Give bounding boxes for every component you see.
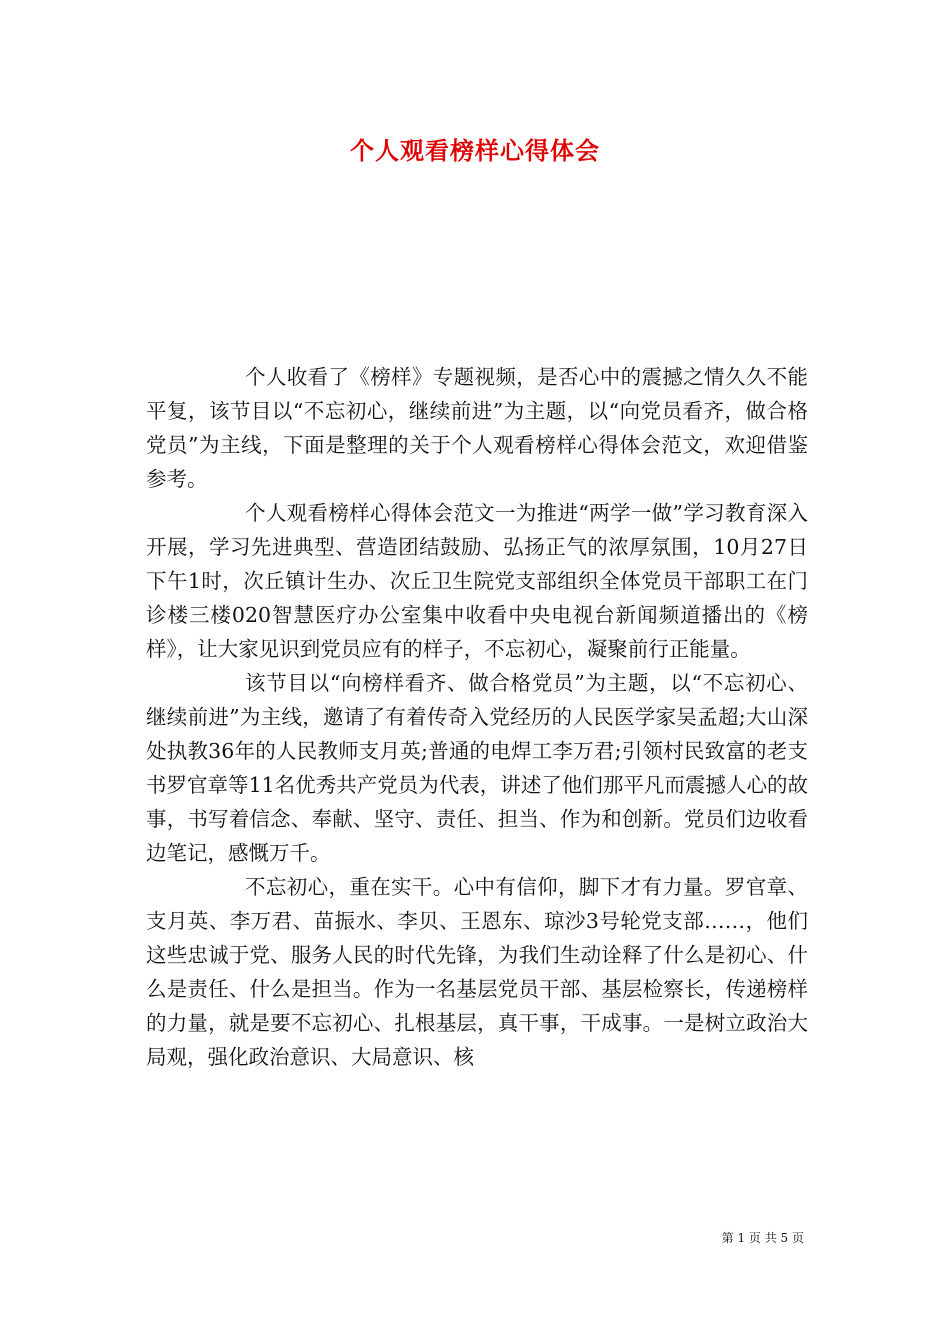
document-title: 个人观看榜样心得体会 <box>350 136 600 165</box>
paragraph-program-theme: 该节目以“向榜样看齐、做合格党员”为主题，以“不忘初心、继续前进”为主线，邀请了有着传奇入党经历的人民医学家吴孟超;大山深处执教36年的人民教师支月英;普通的电焊工李万君;引领村民致富的老支书罗官章等11名优秀共产党员为代表，讲述了他们那平凡而震撼人心的故事，书写着信念、奉献、坚守、责任、担当、作为和创新。党员们边收看边笔记，感慨万千。 <box>146 671 808 865</box>
document-body <box>146 360 808 1074</box>
paragraph-sample-one: 个人观看榜样心得体会范文一为推进“两学一做”学习教育深入开展，学习先进典型、营造团结鼓励、弘扬正气的浓厚氛围，10月27日下午1时，次丘镇计生办、次丘卫生院党支部组织全体党员干部职工在门诊楼三楼020智慧医疗办公室集中收看中央电视台新闻频道播出的《榜样》，让大家见识到党员应有的样子，不忘初心，凝聚前行正能量。 <box>146 501 808 661</box>
page-number-footer: 第 1 页 共 5 页 <box>721 1231 804 1245</box>
paragraph-intro: 个人收看了《榜样》专题视频，是否心中的震撼之情久久不能平复，该节目以“不忘初心，继续前进”为主题，以“向党员看齐，做合格党员”为主线，下面是整理的关于个人观看榜样心得体会范文，欢迎借鉴参考。 <box>146 365 808 491</box>
paragraph-hard-work: 不忘初心，重在实干。心中有信仰，脚下才有力量。罗官章、支月英、李万君、苗振水、李贝、王恩东、琼沙3号轮党支部……，他们这些忠诚于党、服务人民的时代先锋，为我们生动诠释了什么是初心、什么是责任、什么是担当。作为一名基层党员干部、基层检察长，传递榜样的力量，就是要不忘初心、扎根基层，真干事，干成事。一是树立政治大局观，强化政治意识、大局意识、核 <box>146 875 808 1069</box>
